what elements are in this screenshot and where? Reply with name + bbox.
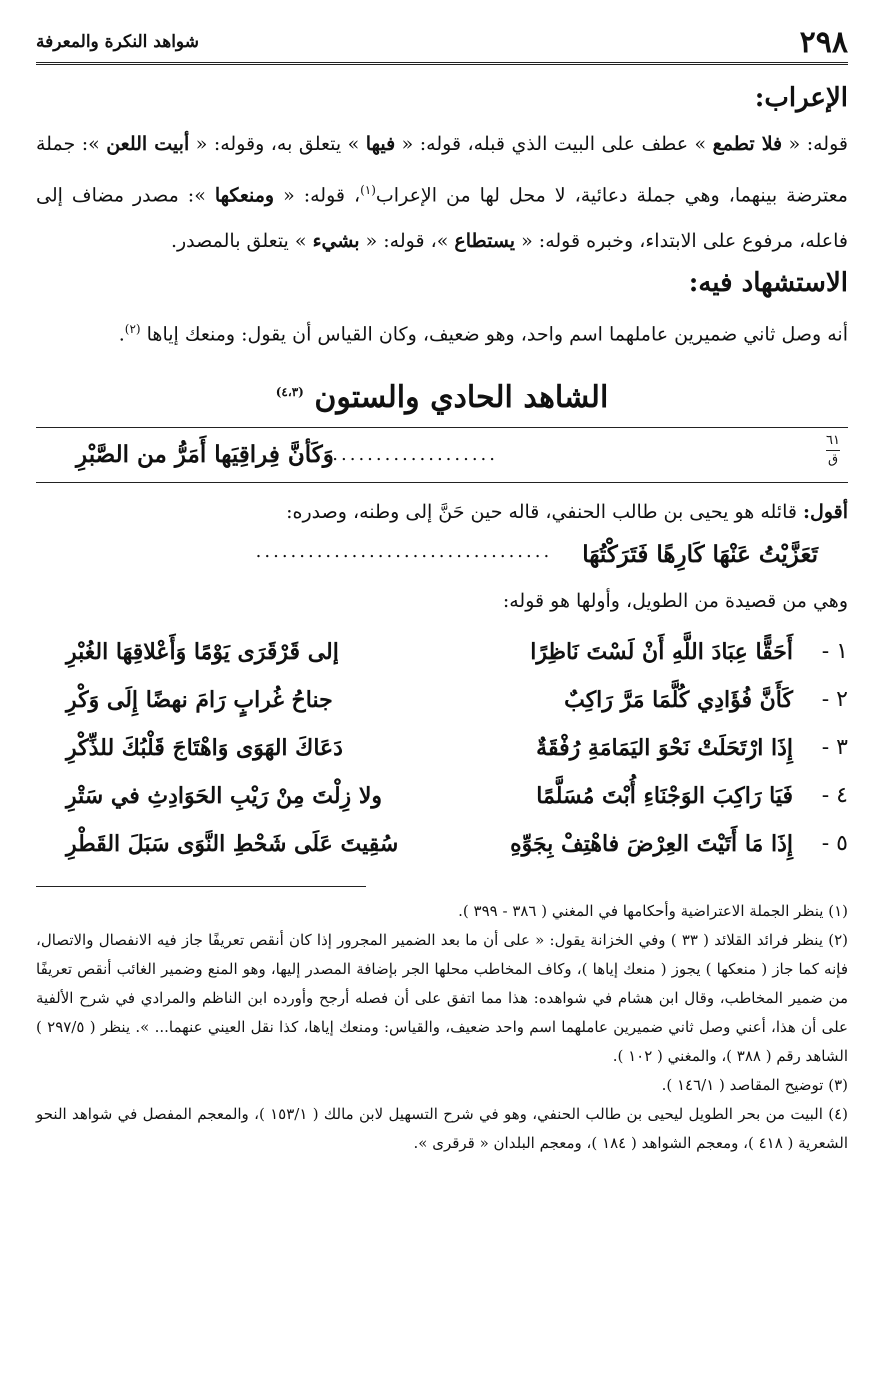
verse-ref-number: ٦١ — [826, 432, 840, 448]
irab-text: »: جملة معترضة بينهما، وهي جملة دعائية، لا محل لها من الإعراب — [36, 133, 848, 207]
irab-text: قوله: « — [782, 133, 848, 155]
footnote: (٤) البيت من بحر الطويل ليحيى بن طالب الحنفي، وهو في شرح التسهيل لابن مالك ( ١٥٣/١ )، والمعجم المفصل في شواهد النحو الشعرية ( ٤١٨ )، ومعجم الشواهد ( ١٨٤ )، ومعجم البلدان « قرقرى ». — [36, 1104, 848, 1152]
page-header — [36, 22, 848, 65]
irab-term: يستطاع — [454, 230, 516, 253]
irab-term: بشيء — [312, 230, 360, 253]
irab-text: »، قوله: « — [359, 230, 455, 253]
commentary-lead: أقول: — [803, 500, 848, 523]
irab-paragraph — [36, 121, 848, 264]
irab-term: ومنعكها — [214, 184, 275, 207]
poem-hemistich-second: جناحُ غُرابٍ رَامَ نهضًا إِلَى وَكْرِ — [66, 686, 333, 713]
footnote: (٣) توضيح المقاصد ( ١٤٦/١ ). — [661, 1075, 848, 1094]
footnote-separator — [36, 886, 366, 887]
poem-hemistich-second: دَعَاكَ الهَوَى وَاهْتَاجَ قَلْبُكَ للذِّكْرِ — [66, 734, 343, 761]
commentary-text: قائله هو يحيى بن طالب الحنفي، قاله حين حَنَّ إلى وطنه، وصدره: — [286, 500, 803, 523]
istishhad-heading: الاستشهاد فيه: — [688, 268, 848, 299]
book-page — [36, 22, 848, 1158]
witness-title-text: الشاهد الحادي والستون — [314, 379, 609, 415]
irab-text: ، قوله: « — [274, 184, 361, 207]
istishhad-text: أنه وصل ثاني ضميرين عاملهما اسم واحد، وهو ضعيف، وكان القياس أن يقول: ومنعك إياها — [146, 323, 848, 346]
istishhad-end: . — [118, 323, 125, 346]
poem-hemistich-second: ولا زِلْتَ مِنْ رَيْبِ الحَوَادِثِ في سَتْرِ — [66, 782, 383, 809]
poem-hemistich-first: أَحَقًّا عِبَادَ اللَّهِ أَنْ لَسْتَ نَاظِرًا — [530, 638, 793, 665]
page-number: ٢٩٨ — [799, 24, 848, 60]
poem-hemistich-first: فَيَا رَاكِبَ الوَجْنَاءِ أُبْتَ مُسَلَّمًا — [536, 782, 793, 809]
poem-line — [36, 676, 848, 724]
poem — [36, 628, 848, 868]
witness-verse: وَكَأنَّ فِراقِيَها أَمَرُّ من الصَّبْرِ — [76, 441, 334, 469]
witness-verse-box — [36, 427, 848, 483]
poem-line-number: ١ - — [821, 639, 848, 665]
poem-line-number: ٣ - — [821, 735, 848, 761]
poem-line — [36, 772, 848, 820]
irab-term: فيها — [365, 133, 396, 155]
poem-line — [36, 724, 848, 772]
irab-text: » يتعلق به، وقوله: « — [189, 133, 366, 155]
poem-line-number: ٢ - — [821, 687, 848, 713]
istishhad-paragraph — [36, 306, 848, 357]
poem-hemistich-first: إِذَا مَا أَتَيْتَ العِرْضَ فاهْتِفْ بِجَوِّهِ — [510, 830, 793, 857]
sadr-line — [36, 541, 818, 568]
poem-hemistich-first: كَأَنَّ فُؤَادِي كُلَّمَا مَرَّ رَاكِبٌ — [564, 686, 793, 713]
verse-ref-letter: ق — [827, 451, 839, 467]
irab-text: » يتعلق بالمصدر. — [170, 230, 313, 253]
verse-reference — [826, 432, 840, 469]
poem-line — [36, 628, 848, 676]
irab-text: »: مصدر مضاف إلى فاعله، مرفوع على الابتداء، وخبره قوله: « — [36, 184, 848, 253]
verse-dots: ........................ — [288, 444, 498, 466]
poem-line-number: ٤ - — [821, 783, 848, 809]
qasida-intro: وهي من قصيدة من الطويل، وأولها هو قوله: — [502, 589, 848, 612]
irab-term: أبيت اللعن — [106, 133, 190, 155]
footnote: (٢) ينظر فرائد القلائد ( ٣٣ ) وفي الخزانة يقول: « على أن ما بعد الضمير المجرور إذا كان أنقص تعريفًا جاز فيه الانفصال والاتصال، فإنه كما جاز ( منعكها ) يجوز ( منعك إياها )، وكاف المخاطب محلها الجر بإضافة المصدر إليها، وهو المنع وضمير الغائب أنقص تعريفًا من ضمير المخاطب، وقال ابن هشام في شواهده: هذا مما اتفق على أن فصله أرجح وأورده ابن الناظم والمرادي في شرح الألفية على أن هذا، أعني وصل ثاني ضميرين عاملهما اسم واحد ضعيف، والقياس: ومنعك إياها، كذا نقل العيني عنهما... ». ينظر ( ٢٩٧/٥ ) الشاهد رقم ( ٣٨٨ )، والمغني ( ١٠٢ ). — [36, 930, 849, 1065]
footnote-marker: (٢) — [124, 322, 141, 337]
irab-text: » عطف على البيت الذي قبله، قوله: « — [395, 133, 713, 155]
poem-hemistich-second: سُقِيتَ عَلَى شَحْطِ النَّوَى سَبَلَ القَطْرِ — [66, 830, 399, 857]
poem-line-number: ٥ - — [821, 831, 848, 857]
footnote-marker: (١) — [360, 183, 376, 197]
witness-title — [36, 380, 848, 415]
commentary-paragraph — [36, 489, 848, 535]
footnote: (١) ينظر الجملة الاعتراضية وأحكامها في المغني ( ٣٨٦ - ٣٩٩ ). — [458, 901, 848, 920]
poem-line — [36, 820, 848, 868]
sadr-text: تَعَزَّيْتُ عَنْهَا كَارِهًا فَتَرَكْتُهَا — [582, 540, 818, 568]
irab-term: فلا تطمع — [712, 133, 783, 155]
poem-hemistich-first: إِذَا ارْتَحَلَتْ نَحْوَ اليَمَامَةِ رُفْقَةٌ — [536, 734, 793, 761]
footnote-marker: (٤،٣) — [275, 384, 304, 399]
poem-hemistich-second: إلى قَرْقَرَى يَوْمًا وَأَعْلاقِهَا الغُبْرِ — [66, 638, 339, 665]
running-title: شواهد النكرة والمعرفة — [36, 32, 199, 52]
irab-heading: الإعراب: — [754, 83, 848, 113]
sadr-dots: .................................. — [255, 540, 553, 562]
footnotes — [36, 897, 848, 1158]
